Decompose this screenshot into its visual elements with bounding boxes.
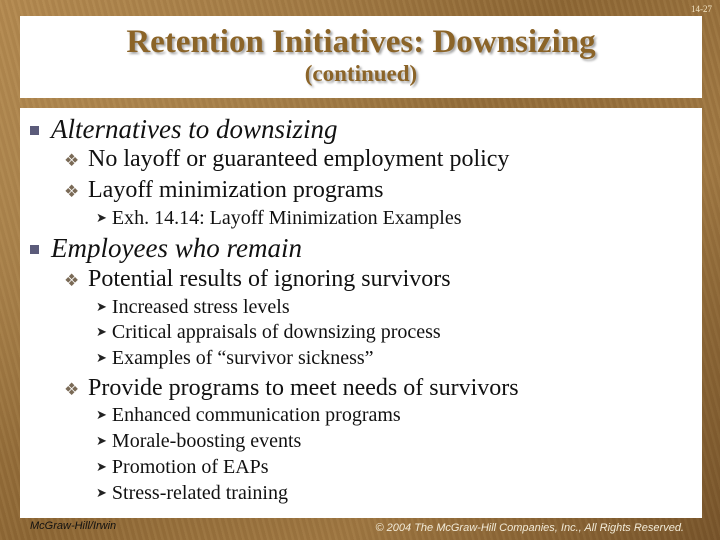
bullet-text: No layoff or guaranteed employment policy [88,146,510,172]
bullet-item [64,177,384,204]
bullet-text: Enhanced communication programs [111,404,401,426]
arrow-bullet-icon: ➤ [96,299,107,314]
arrow-bullet-icon: ➤ [96,485,107,500]
arrow-bullet-icon: ➤ [96,350,107,365]
content-box [20,108,702,518]
bullet-item [96,482,288,505]
title-box [20,16,702,98]
bullet-item [96,321,441,344]
bullet-text: Critical appraisals of downsizing process [111,321,441,343]
bullet-text: Stress-related training [111,482,288,504]
bullet-text: Promotion of EAPs [111,456,269,478]
arrow-bullet-icon: ➤ [96,407,107,422]
arrow-bullet-icon: ➤ [96,210,107,225]
bullet-item [64,375,519,402]
bullet-text: Provide programs to meet needs of survivors [88,375,519,401]
diamond-bullet-icon: ❖ [64,151,80,170]
bullet-item [64,146,509,173]
bullet-text: Layoff minimization programs [88,177,384,203]
arrow-bullet-icon: ➤ [96,324,107,339]
bullet-text: Alternatives to downsizing [51,114,338,144]
bullet-item [96,456,269,479]
slide-title: Retention Initiatives: Downsizing [126,24,596,60]
bullet-item [30,114,338,145]
bullet-item [96,347,374,370]
footer-publisher: McGraw-Hill/Irwin [30,520,117,532]
bullet-text: Potential results of ignoring survivors [88,266,451,292]
bullet-item [96,430,301,453]
bullet-item [64,266,451,293]
bullet-text: Exh. 14.14: Layoff Minimization Examples [111,207,462,229]
arrow-bullet-icon: ➤ [96,433,107,448]
diamond-bullet-icon: ❖ [64,271,80,290]
slide-subtitle: (continued) [304,61,418,86]
bullet-item [96,404,401,427]
square-bullet-icon [30,245,39,254]
slide-number: 14-27 [691,4,712,14]
bullet-text: Employees who remain [51,233,302,263]
bullet-item [96,296,290,319]
bullet-text: Examples of “survivor sickness” [111,347,374,369]
square-bullet-icon [30,126,39,135]
footer-copyright: © 2004 The McGraw-Hill Companies, Inc., All Rights Reserved. [375,522,684,534]
diamond-bullet-icon: ❖ [64,182,80,201]
bullet-item [96,207,461,230]
arrow-bullet-icon: ➤ [96,459,107,474]
bullet-text: Increased stress levels [111,296,290,318]
bullet-item [30,233,302,264]
diamond-bullet-icon: ❖ [64,380,80,399]
bullet-text: Morale-boosting events [111,430,302,452]
